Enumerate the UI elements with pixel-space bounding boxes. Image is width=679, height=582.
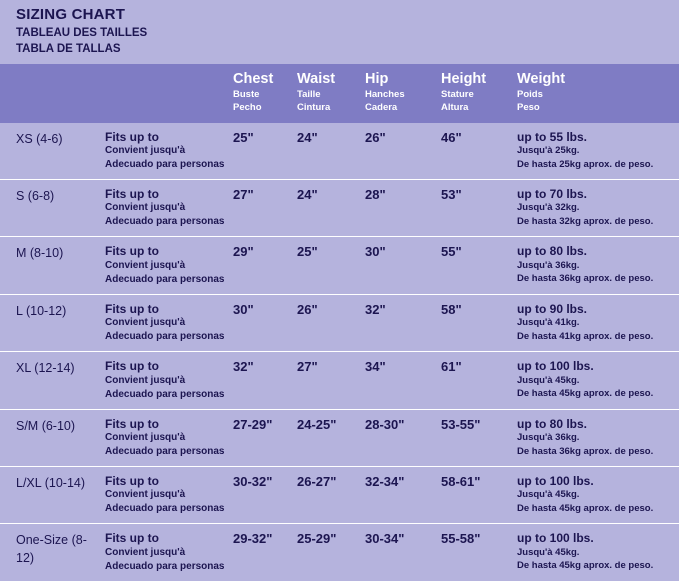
cell-waist: 27" <box>297 352 365 409</box>
cell-fits: Fits up to Convient jusqu'à Adecuado para personas <box>105 409 233 466</box>
cell-size: L/XL (10-14) <box>0 467 105 524</box>
table-row <box>0 409 679 466</box>
table-header <box>0 64 679 123</box>
cell-waist: 24-25" <box>297 409 365 466</box>
cell-hip: 34" <box>365 352 441 409</box>
cell-hip: 30" <box>365 237 441 294</box>
column-header-height: Height Stature Altura <box>441 64 517 123</box>
cell-waist: 26-27" <box>297 467 365 524</box>
cell-fits: Fits up to Convient jusqu'à Adecuado para personas <box>105 294 233 351</box>
cell-weight: up to 55 lbs. Jusqu'à 25kg. De hasta 25kg aprox. de peso. <box>517 123 679 180</box>
cell-chest: 29-32" <box>233 524 297 581</box>
cell-height: 53-55" <box>441 409 517 466</box>
cell-chest: 30-32" <box>233 467 297 524</box>
cell-hip: 28" <box>365 180 441 237</box>
column-header-waist: Waist Taille Cintura <box>297 64 365 123</box>
cell-size: S/M (6-10) <box>0 409 105 466</box>
cell-height: 55" <box>441 237 517 294</box>
cell-fits: Fits up to Convient jusqu'à Adecuado para personas <box>105 180 233 237</box>
cell-fits: Fits up to Convient jusqu'à Adecuado para personas <box>105 123 233 180</box>
column-header-hip: Hip Hanches Cadera <box>365 64 441 123</box>
table-row <box>0 123 679 180</box>
table-row <box>0 180 679 237</box>
cell-weight: up to 100 lbs. Jusqu'à 45kg. De hasta 45kg aprox. de peso. <box>517 352 679 409</box>
cell-size: M (8-10) <box>0 237 105 294</box>
cell-size: One-Size (8-12) <box>0 524 105 581</box>
page-title-french: TABLEAU DES TAILLES <box>16 26 148 39</box>
cell-chest: 27-29" <box>233 409 297 466</box>
cell-fits: Fits up to Convient jusqu'à Adecuado para personas <box>105 237 233 294</box>
page-title: SIZING CHART <box>16 6 126 23</box>
cell-weight: up to 80 lbs. Jusqu'à 36kg. De hasta 36kg aprox. de peso. <box>517 237 679 294</box>
cell-chest: 27" <box>233 180 297 237</box>
cell-height: 61" <box>441 352 517 409</box>
cell-height: 58-61" <box>441 467 517 524</box>
cell-waist: 25-29" <box>297 524 365 581</box>
cell-chest: 29" <box>233 237 297 294</box>
cell-chest: 32" <box>233 352 297 409</box>
column-header-fits <box>105 64 233 123</box>
cell-size: L (10-12) <box>0 294 105 351</box>
cell-weight: up to 70 lbs. Jusqu'à 32kg. De hasta 32kg aprox. de peso. <box>517 180 679 237</box>
table-row <box>0 524 679 581</box>
chart-titles <box>0 0 679 57</box>
cell-height: 46" <box>441 123 517 180</box>
cell-size: XS (4-6) <box>0 123 105 180</box>
cell-waist: 25" <box>297 237 365 294</box>
cell-height: 55-58" <box>441 524 517 581</box>
cell-height: 53" <box>441 180 517 237</box>
cell-chest: 25" <box>233 123 297 180</box>
cell-waist: 24" <box>297 123 365 180</box>
table-row <box>0 352 679 409</box>
table-row <box>0 467 679 524</box>
table-header-row <box>0 64 679 123</box>
cell-fits: Fits up to Convient jusqu'à Adecuado para personas <box>105 524 233 581</box>
column-header-weight: Weight Poids Peso <box>517 64 679 123</box>
column-header-size <box>0 64 105 123</box>
table-row <box>0 294 679 351</box>
table-row <box>0 237 679 294</box>
cell-hip: 26" <box>365 123 441 180</box>
cell-size: XL (12-14) <box>0 352 105 409</box>
cell-waist: 24" <box>297 180 365 237</box>
cell-hip: 32" <box>365 294 441 351</box>
cell-weight: up to 100 lbs. Jusqu'à 45kg. De hasta 45kg aprox. de peso. <box>517 524 679 581</box>
cell-hip: 32-34" <box>365 467 441 524</box>
cell-chest: 30" <box>233 294 297 351</box>
page-title-spanish: TABLA DE TALLAS <box>16 42 121 55</box>
cell-fits: Fits up to Convient jusqu'à Adecuado para personas <box>105 352 233 409</box>
cell-weight: up to 90 lbs. Jusqu'à 41kg. De hasta 41kg aprox. de peso. <box>517 294 679 351</box>
cell-fits: Fits up to Convient jusqu'à Adecuado para personas <box>105 467 233 524</box>
sizing-table <box>0 64 679 582</box>
cell-height: 58" <box>441 294 517 351</box>
cell-hip: 28-30" <box>365 409 441 466</box>
cell-hip: 30-34" <box>365 524 441 581</box>
cell-waist: 26" <box>297 294 365 351</box>
cell-size: S (6-8) <box>0 180 105 237</box>
table-body <box>0 123 679 582</box>
cell-weight: up to 100 lbs. Jusqu'à 45kg. De hasta 45kg aprox. de peso. <box>517 467 679 524</box>
cell-weight: up to 80 lbs. Jusqu'à 36kg. De hasta 36kg aprox. de peso. <box>517 409 679 466</box>
column-header-chest: Chest Buste Pecho <box>233 64 297 123</box>
